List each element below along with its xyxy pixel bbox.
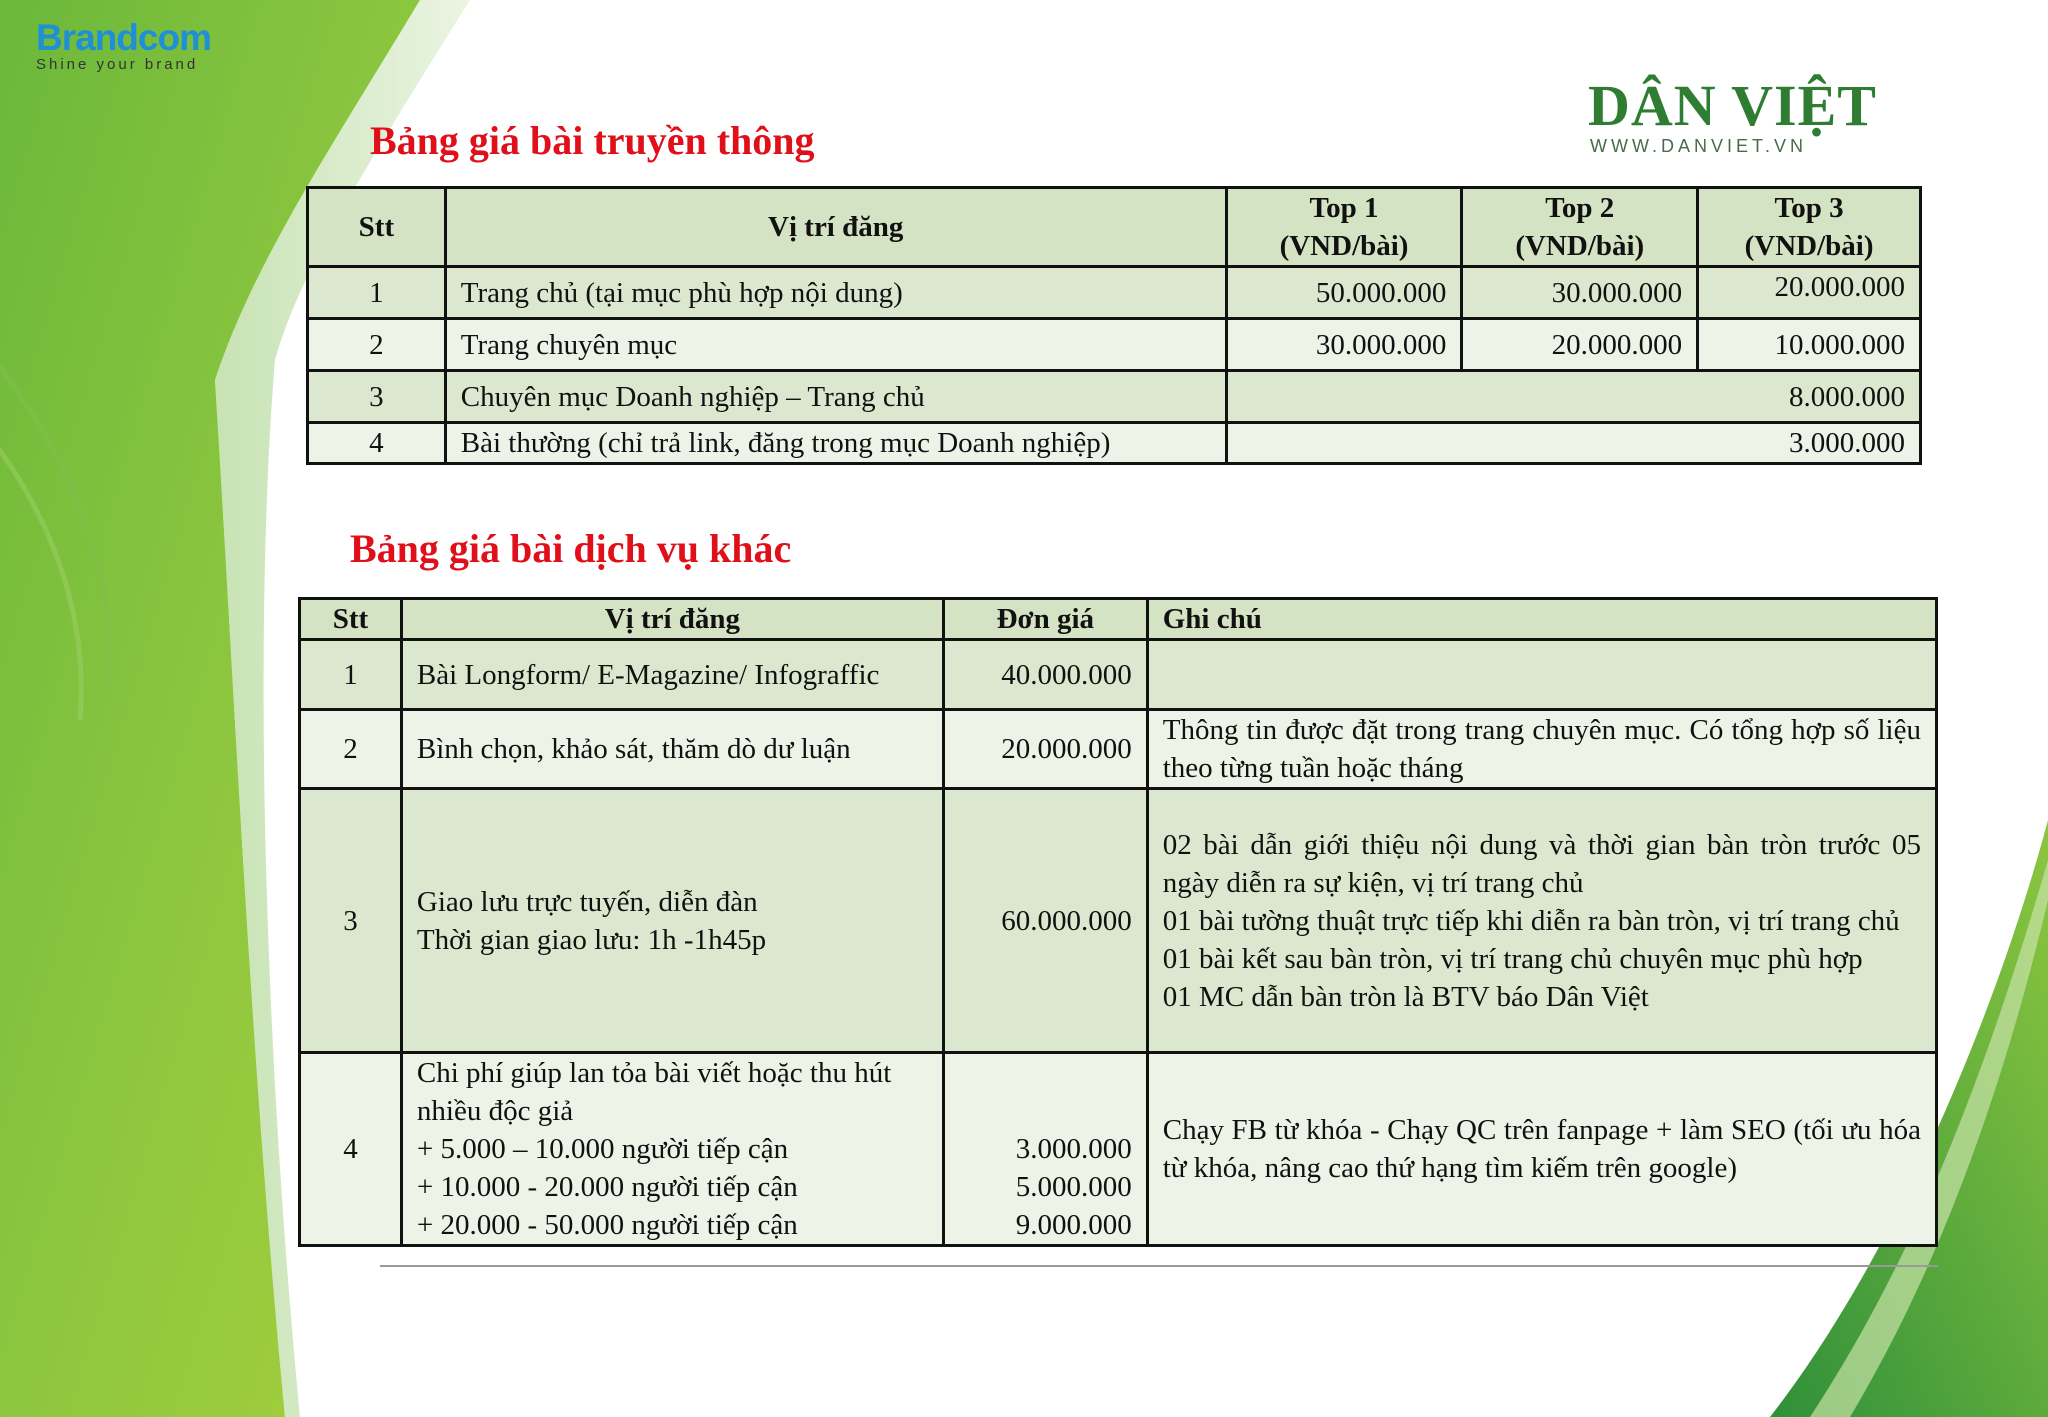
position-line: Giao lưu trực tuyến, diễn đàn [416, 885, 758, 918]
cell-top2: 20.000.000 [1462, 319, 1698, 371]
cell-price [943, 1053, 1147, 1246]
cell-position [401, 1053, 943, 1246]
note-line: 01 MC dẫn bàn tròn là BTV báo Dân Việt [1162, 980, 1649, 1013]
cell-top1: 30.000.000 [1226, 319, 1462, 371]
cell-stt: 2 [308, 319, 446, 371]
position-line: + 20.000 - 50.000 người tiếp cận [416, 1209, 798, 1241]
brandcom-logo-name: Brandcom [36, 17, 211, 58]
table-row [300, 789, 1937, 1053]
table-row [300, 640, 1937, 710]
danviet-logo-url: WWW.DANVIET.VN [1590, 136, 1807, 156]
header-position: Vị trí đăng [445, 188, 1226, 267]
cell-position: Trang chuyên mục [445, 319, 1226, 371]
cell-position: Chuyên mục Doanh nghiệp – Trang chủ [445, 371, 1226, 423]
table-row [308, 371, 1921, 423]
cell-stt: 1 [308, 267, 446, 319]
media-price-table [306, 186, 1922, 465]
table-row [300, 1053, 1937, 1246]
cell-stt: 3 [300, 789, 402, 1053]
header-top3: Top 3 (VND/bài) [1698, 188, 1921, 267]
cell-note [1147, 789, 1936, 1053]
cell-top2: 30.000.000 [1462, 267, 1698, 319]
cell-note: Thông tin được đặt trong trang chuyên mục. Có tổng hợp số liệu theo từng tuần hoặc tháng [1147, 710, 1936, 789]
header-price: Đơn giá [943, 599, 1147, 640]
position-line: Chi phí giúp lan tỏa bài viết hoặc thu hút nhiều độc giả [416, 1057, 892, 1127]
note-line: 02 bài dẫn giới thiệu nội dung và thời gian bàn tròn trước 05 ngày diễn ra sự kiện, vị trí trang chủ [1162, 828, 1921, 899]
cell-top3: 10.000.000 [1698, 319, 1921, 371]
cell-position: Bài Longform/ E-Magazine/ Infograffic [401, 640, 943, 710]
note-line: 01 bài tường thuật trực tiếp khi diễn ra bàn tròn, vị trí trang chủ [1162, 904, 1900, 937]
cell-position: Bài thường (chỉ trả link, đăng trong mục Doanh nghiệp) [445, 423, 1226, 464]
price-line: 3.000.000 [1015, 1133, 1132, 1165]
table-row [308, 319, 1921, 371]
cell-price: 3.000.000 [1226, 423, 1920, 464]
table-row [308, 267, 1921, 319]
position-line: + 10.000 - 20.000 người tiếp cận [416, 1171, 798, 1203]
cell-price: 60.000.000 [943, 789, 1147, 1053]
table-row [300, 710, 1937, 789]
header-stt: Stt [308, 188, 446, 267]
header-note: Ghi chú [1147, 599, 1936, 640]
note-line: 01 bài kết sau bàn tròn, vị trí trang chủ chuyên mục phù hợp [1162, 942, 1863, 975]
cell-position: Bình chọn, khảo sát, thăm dò dư luận [401, 710, 943, 789]
table-row [308, 423, 1921, 464]
cell-price: 8.000.000 [1226, 371, 1920, 423]
header-top2: Top 2 (VND/bài) [1462, 188, 1698, 267]
cell-stt: 4 [300, 1053, 402, 1246]
cell-stt: 2 [300, 710, 402, 789]
brandcom-logo-tagline: Shine your brand [36, 56, 199, 73]
service-price-table [298, 597, 1938, 1247]
price-line: 5.000.000 [1015, 1171, 1132, 1203]
cell-price: 40.000.000 [943, 640, 1147, 710]
table2-title: Bảng giá bài dịch vụ khác [350, 526, 792, 571]
position-line: Thời gian giao lưu: 1h -1h45p [416, 923, 767, 956]
header-top1: Top 1 (VND/bài) [1226, 188, 1462, 267]
footer-divider [380, 1265, 1938, 1267]
table-header-row [300, 599, 1937, 640]
header-position: Vị trí đăng [401, 599, 943, 640]
brandcom-logo [36, 18, 211, 73]
cell-note [1147, 640, 1936, 710]
cell-top1: 50.000.000 [1226, 267, 1462, 319]
table1-title: Bảng giá bài truyền thông [370, 118, 815, 163]
cell-position [401, 789, 943, 1053]
position-line: + 5.000 – 10.000 người tiếp cận [416, 1133, 789, 1165]
cell-price: 20.000.000 [943, 710, 1147, 789]
danviet-logo [1588, 73, 1938, 157]
header-stt: Stt [300, 599, 402, 640]
cell-top3: 20.000.000 [1698, 267, 1921, 319]
danviet-logo-name: DÂN VIỆT [1588, 73, 1877, 138]
price-line: 9.000.000 [1015, 1209, 1132, 1241]
cell-stt: 1 [300, 640, 402, 710]
cell-stt: 3 [308, 371, 446, 423]
table-header-row [308, 188, 1921, 267]
cell-stt: 4 [308, 423, 446, 464]
cell-note: Chạy FB từ khóa - Chạy QC trên fanpage + làm SEO (tối ưu hóa từ khóa, nâng cao thứ hạng tìm kiếm trên google) [1147, 1053, 1936, 1246]
cell-position: Trang chủ (tại mục phù hợp nội dung) [445, 267, 1226, 319]
